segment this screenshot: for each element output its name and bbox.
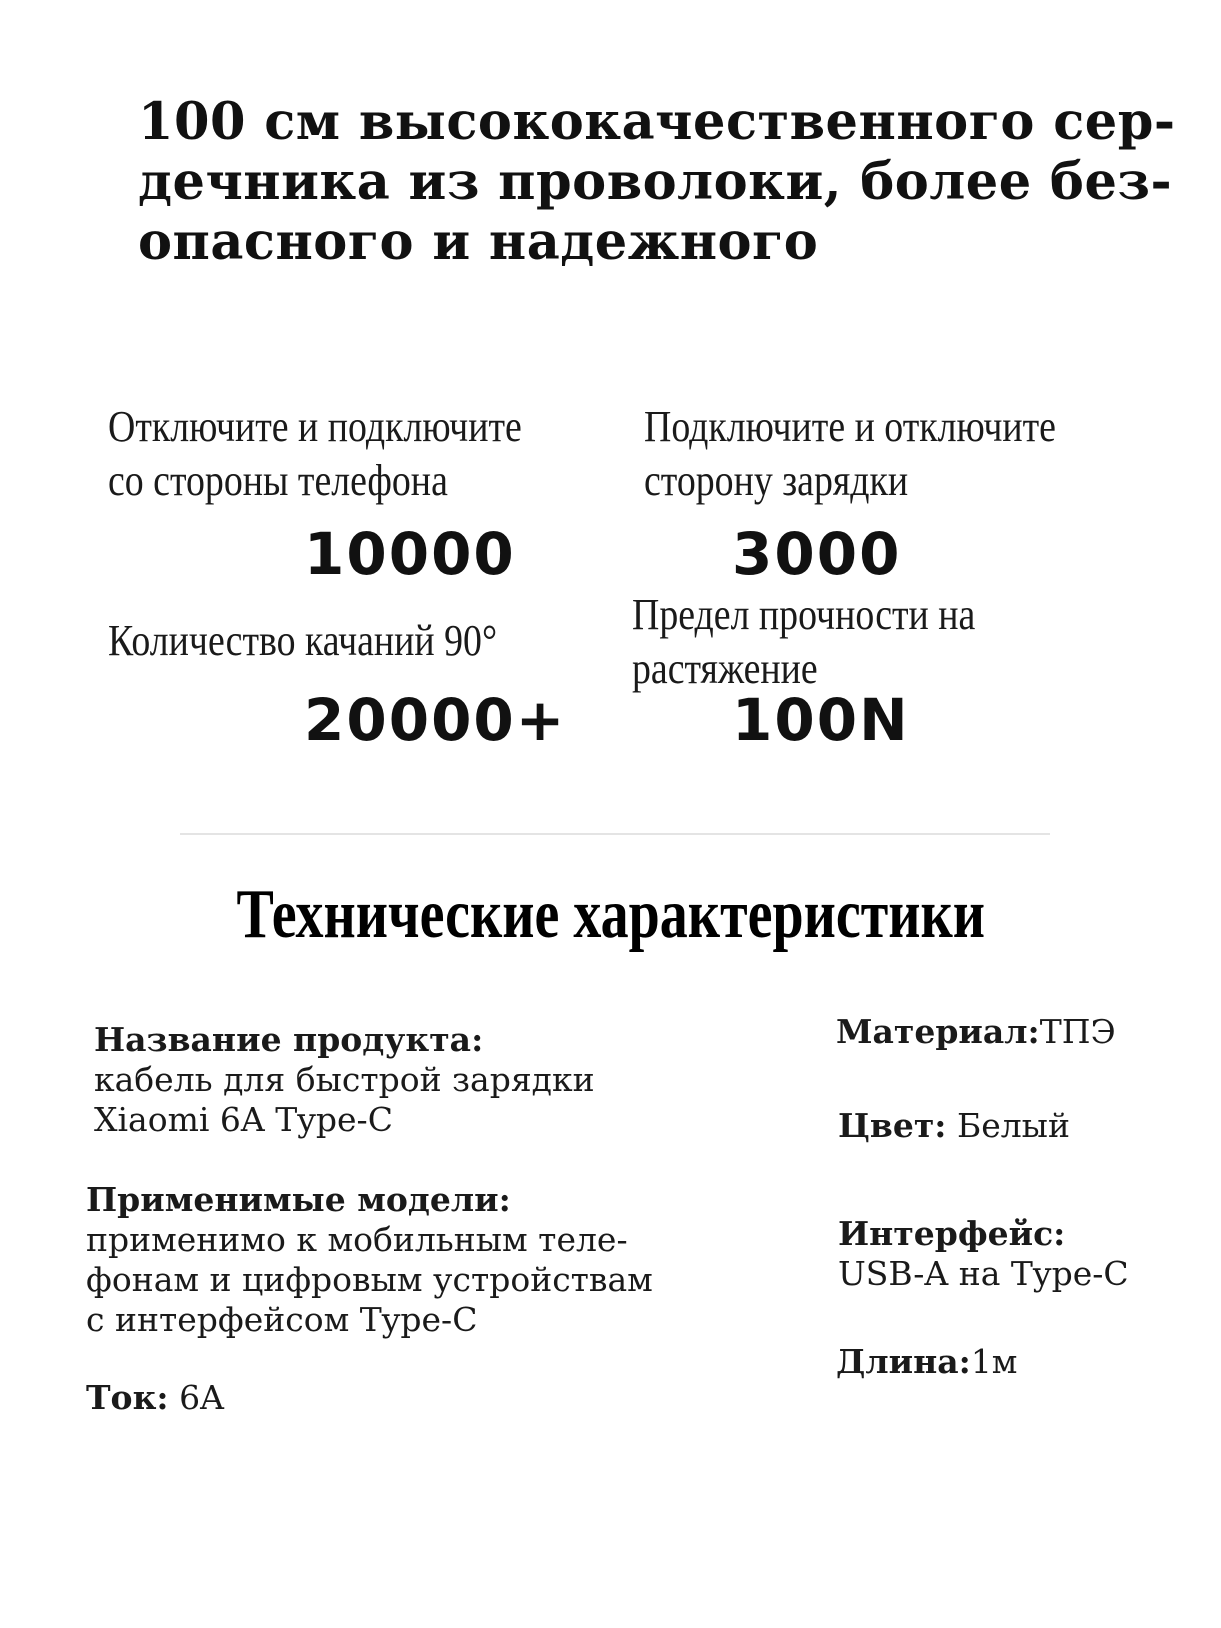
- headline-line-3: опасного и надежного: [138, 212, 819, 272]
- spec-length-key: Длина:: [836, 1342, 971, 1381]
- stat-phone-value: 10000: [304, 520, 516, 588]
- section-divider: [180, 833, 1050, 835]
- stat-tensile-value: 100N: [732, 686, 910, 754]
- spec-color: [838, 1106, 1070, 1146]
- spec-product-name-line-2: Xiaomi 6A Type-C: [94, 1100, 393, 1139]
- spec-length: [836, 1342, 1017, 1382]
- spec-models-key: Применимые модели:: [86, 1180, 511, 1219]
- spec-product-name-line-1: кабель для быстрой зарядки: [94, 1060, 595, 1099]
- stat-phone-label-line-1: Отключите и подключите: [108, 402, 522, 451]
- stat-tensile-label-line-2: растяжение: [632, 644, 818, 693]
- stat-tensile-label-line-1: Предел прочности на: [632, 590, 976, 639]
- spec-current-key: Ток:: [86, 1378, 169, 1417]
- stat-charger-label-line-1: Подключите и отключите: [644, 402, 1056, 451]
- spec-interface-key: Интерфейс:: [838, 1214, 1066, 1253]
- headline-line-2: дечника из проволоки, более без-: [138, 152, 1173, 212]
- spec-models: [86, 1180, 653, 1340]
- spec-product-name: [94, 1020, 595, 1140]
- spec-interface: [838, 1214, 1129, 1294]
- spec-material-value: ТПЭ: [1039, 1012, 1116, 1051]
- headline: [138, 92, 1176, 272]
- stat-phone-label-line-2: со стороны телефона: [108, 456, 448, 505]
- spec-interface-value: USB-A на Type-C: [838, 1254, 1129, 1293]
- stat-charger-value: 3000: [732, 520, 902, 588]
- spec-current: [86, 1378, 224, 1418]
- stat-phone-label: [108, 400, 522, 508]
- spec-color-value: Белый: [946, 1106, 1070, 1145]
- spec-material-key: Материал:: [836, 1012, 1040, 1051]
- spec-current-value: 6A: [168, 1378, 224, 1417]
- spec-models-line-1: применимо к мобильным теле-: [86, 1220, 628, 1259]
- stat-swing-label: [108, 614, 497, 668]
- spec-material: [836, 1012, 1116, 1052]
- spec-color-key: Цвет:: [838, 1106, 947, 1145]
- stat-swing-label-line-1: Количество качаний 90°: [108, 616, 498, 665]
- stat-swing-value: 20000+: [304, 686, 567, 754]
- stat-tensile-label: [632, 588, 975, 696]
- spec-product-name-key: Название продукта:: [94, 1020, 484, 1059]
- spec-length-value: 1м: [970, 1342, 1018, 1381]
- stat-charger-label: [644, 400, 1056, 508]
- specs-title: [0, 870, 1221, 960]
- spec-models-line-3: с интерфейсом Type-C: [86, 1300, 478, 1339]
- stat-charger-label-line-2: сторону зарядки: [644, 456, 909, 505]
- specs-title-text: Технические характеристики: [236, 876, 985, 953]
- headline-line-1: 100 см высококачественного сер-: [138, 92, 1176, 152]
- spec-models-line-2: фонам и цифровым устройствам: [86, 1260, 653, 1299]
